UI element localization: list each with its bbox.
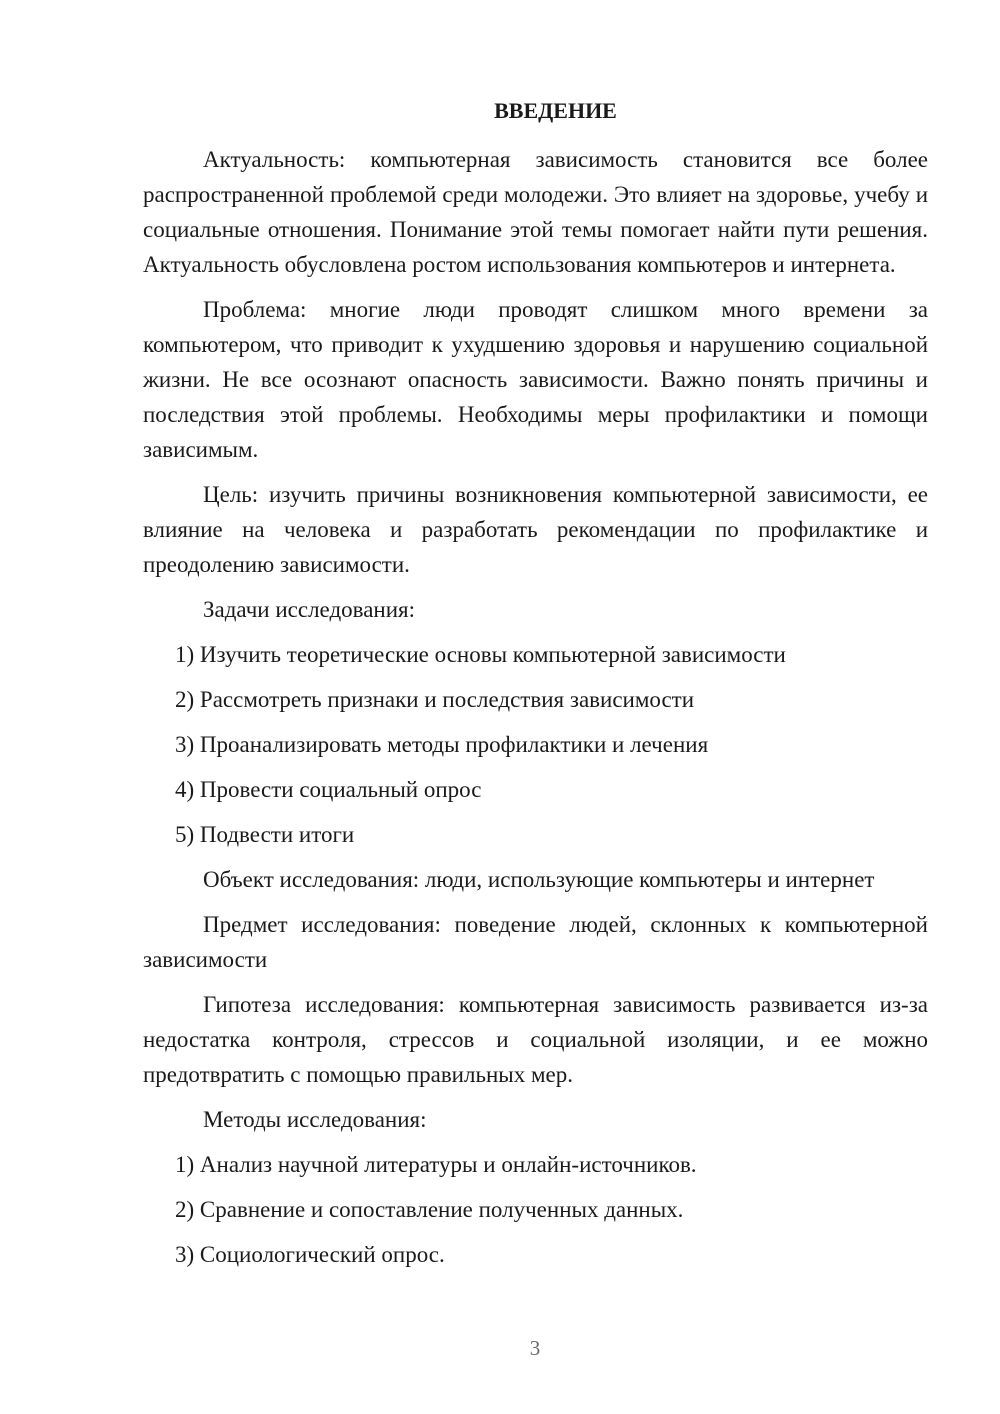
problem-paragraph: Проблема: многие люди проводят слишком много времени за компьютером, что приводит к ухудшению здоровья и нарушению социальной жизни. Не все осознают опасность зависимости. Важно понять причины и последствия этой проблемы. Необходимы меры профилактики и помощи зависимым. <box>143 297 928 462</box>
task-item: 1) Изучить теоретические основы компьютерной зависимости <box>175 642 786 667</box>
task-item: 4) Провести социальный опрос <box>175 777 482 802</box>
hypothesis-paragraph: Гипотеза исследования: компьютерная зависимость развивается из-за недостатка контроля, стрессов и социальной изоляции, и ее можно предотвратить с помощью правильных мер. <box>143 992 928 1087</box>
tasks-list <box>143 637 928 852</box>
page-number: 3 <box>529 1336 541 1360</box>
methods-heading: Методы исследования: <box>203 1107 427 1132</box>
task-item: 2) Рассмотреть признаки и последствия зависимости <box>175 687 695 712</box>
method-item: 2) Сравнение и сопоставление полученных данных. <box>175 1197 684 1222</box>
method-item: 1) Анализ научной литературы и онлайн-источников. <box>175 1152 697 1177</box>
goal-paragraph: Цель: изучить причины возникновения компьютерной зависимости, ее влияние на человека и разработать рекомендации по профилактике и преодолению зависимости. <box>143 482 928 577</box>
methods-list <box>143 1147 928 1272</box>
method-item: 3) Социологический опрос. <box>175 1242 445 1267</box>
object-paragraph: Объект исследования: люди, использующие компьютеры и интернет <box>203 867 875 892</box>
subject-paragraph: Предмет исследования: поведение людей, склонных к компьютерной зависимости <box>143 912 928 972</box>
task-item: 3) Проанализировать методы профилактики и лечения <box>175 732 709 757</box>
tasks-heading: Задачи исследования: <box>203 597 416 622</box>
page-title: ВВЕДЕНИЕ <box>494 98 617 123</box>
relevance-paragraph: Актуальность: компьютерная зависимость становится все более распространенной проблемой среди молодежи. Это влияет на здоровье, учебу и социальные отношения. Понимание этой темы помогает найти пути решения. Актуальность обусловлена ростом использования компьютеров и интернета. <box>143 147 928 277</box>
page-content <box>143 96 928 1282</box>
task-item: 5) Подвести итоги <box>175 822 355 847</box>
